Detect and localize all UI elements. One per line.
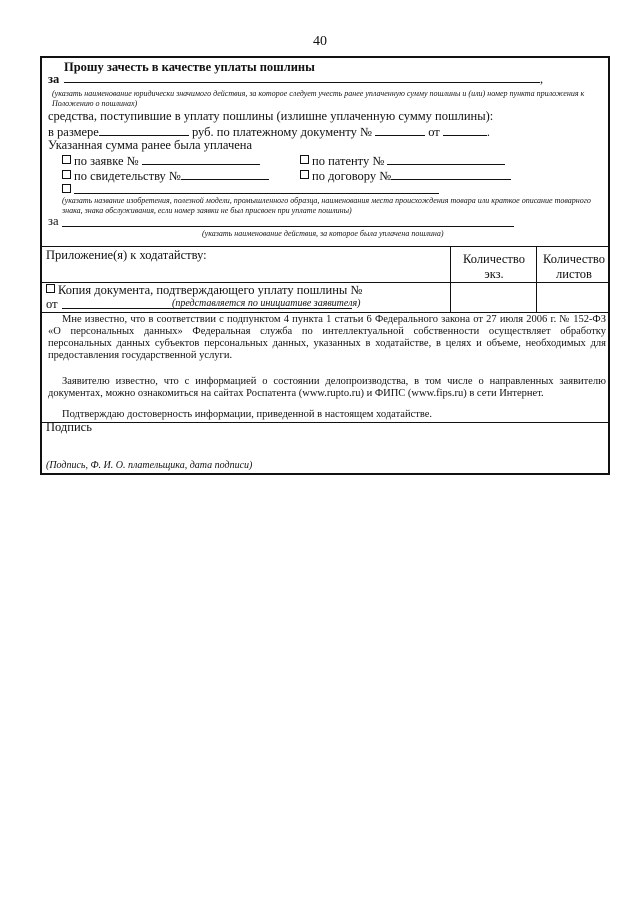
contract-number-field[interactable] xyxy=(391,168,511,180)
amount-doc-label: руб. по платежному документу № xyxy=(191,125,372,139)
payment-doc-number-field[interactable] xyxy=(375,124,425,136)
object-hint: (указать название изобретения, полезной модели, промышленного образца, наименования места происхождения товара или краткое описание товарного знака, знака обслуживания, если номер заявки не был присвоен при уплате пошлины) xyxy=(62,196,591,215)
payment-date-field[interactable] xyxy=(443,124,487,136)
payment-copy-from: от xyxy=(46,297,58,311)
from-label: от xyxy=(428,125,440,139)
sheets-header: Количество листов xyxy=(543,252,605,281)
patent-number-field[interactable] xyxy=(387,153,505,165)
patent-checkbox[interactable] xyxy=(300,155,309,164)
section-title: Прошу зачесть в качестве уплаты пошлины xyxy=(64,60,315,74)
attachments-header: Приложение(я) к ходатайству: xyxy=(46,248,207,262)
certificate-checkbox[interactable] xyxy=(62,170,71,179)
divider xyxy=(42,246,608,247)
divider xyxy=(42,422,608,423)
paid-action-field[interactable] xyxy=(62,215,514,227)
certificate-label: по свидетельству № xyxy=(74,169,181,183)
previously-paid-label: Указанная сумма ранее была уплачена xyxy=(48,138,253,152)
signature-hint: (Подпись, Ф. И. О. плательщика, дата подписи) xyxy=(46,460,253,471)
contract-checkbox[interactable] xyxy=(300,170,309,179)
period: . xyxy=(486,125,490,139)
za2-label: за xyxy=(48,214,59,228)
za-label: за xyxy=(48,72,60,86)
divider xyxy=(42,312,608,313)
amount-prefix: в размере xyxy=(48,125,99,139)
personal-data-notice: Мне известно, что в соответствии с подпунктом 4 пункта 1 статьи 6 Федерального закона от 27 июля 2006 г. № 152-ФЗ «О персональных данных» Федеральная служба по интеллектуальной собственности осуществляет обработку персональных данных субъектов персональных данных, указанных в ходатайстве, в целях и объеме, необходимых для предоставления государственной услуги. xyxy=(48,314,606,361)
copies-header: Количество экз. xyxy=(463,252,525,281)
signature-label: Подпись xyxy=(46,420,92,434)
comma: , xyxy=(540,72,544,86)
payment-copy-label: Копия документа, подтверждающего уплату пошлины № xyxy=(58,283,363,297)
paid-action-hint: (указать наименование действия, за которое была уплачена пошлина) xyxy=(202,229,444,238)
contract-label: по договору № xyxy=(312,169,392,183)
divider xyxy=(536,246,537,312)
initiative-hint: (представляется по инициативе заявителя) xyxy=(172,298,361,309)
payment-copy-checkbox[interactable] xyxy=(46,284,55,293)
divider xyxy=(450,246,451,312)
certificate-number-field[interactable] xyxy=(181,168,269,180)
patent-label: по патенту № xyxy=(312,154,385,168)
fee-offset-form xyxy=(40,56,610,475)
other-object-field[interactable] xyxy=(74,182,439,194)
other-checkbox[interactable] xyxy=(62,184,71,193)
amount-field[interactable] xyxy=(99,124,189,136)
application-checkbox[interactable] xyxy=(62,155,71,164)
funds-line: средства, поступившие в уплату пошлины (излишне уплаченную сумму пошлины): xyxy=(48,109,494,123)
action-field[interactable] xyxy=(64,71,540,83)
application-number-field[interactable] xyxy=(142,153,260,165)
action-hint: (указать наименование юридически значимого действия, за которое следует учесть ранее уплаченную сумму пошлины и (или) номер пункта приложения к Положению о пошлинах) xyxy=(52,89,585,108)
page-number: 40 xyxy=(313,34,327,49)
accuracy-confirmation: Подтверждаю достоверность информации, приведенной в настоящем ходатайстве. xyxy=(62,409,432,420)
application-label: по заявке № xyxy=(74,154,139,168)
case-status-notice: Заявителю известно, что с информацией о состоянии делопроизводства, в том числе о направленных заявителю документах, можно ознакомиться на сайтах Роспатента (www.rupto.ru) и ФИПС (www.fips.ru) в сети Интернет. xyxy=(48,376,606,399)
